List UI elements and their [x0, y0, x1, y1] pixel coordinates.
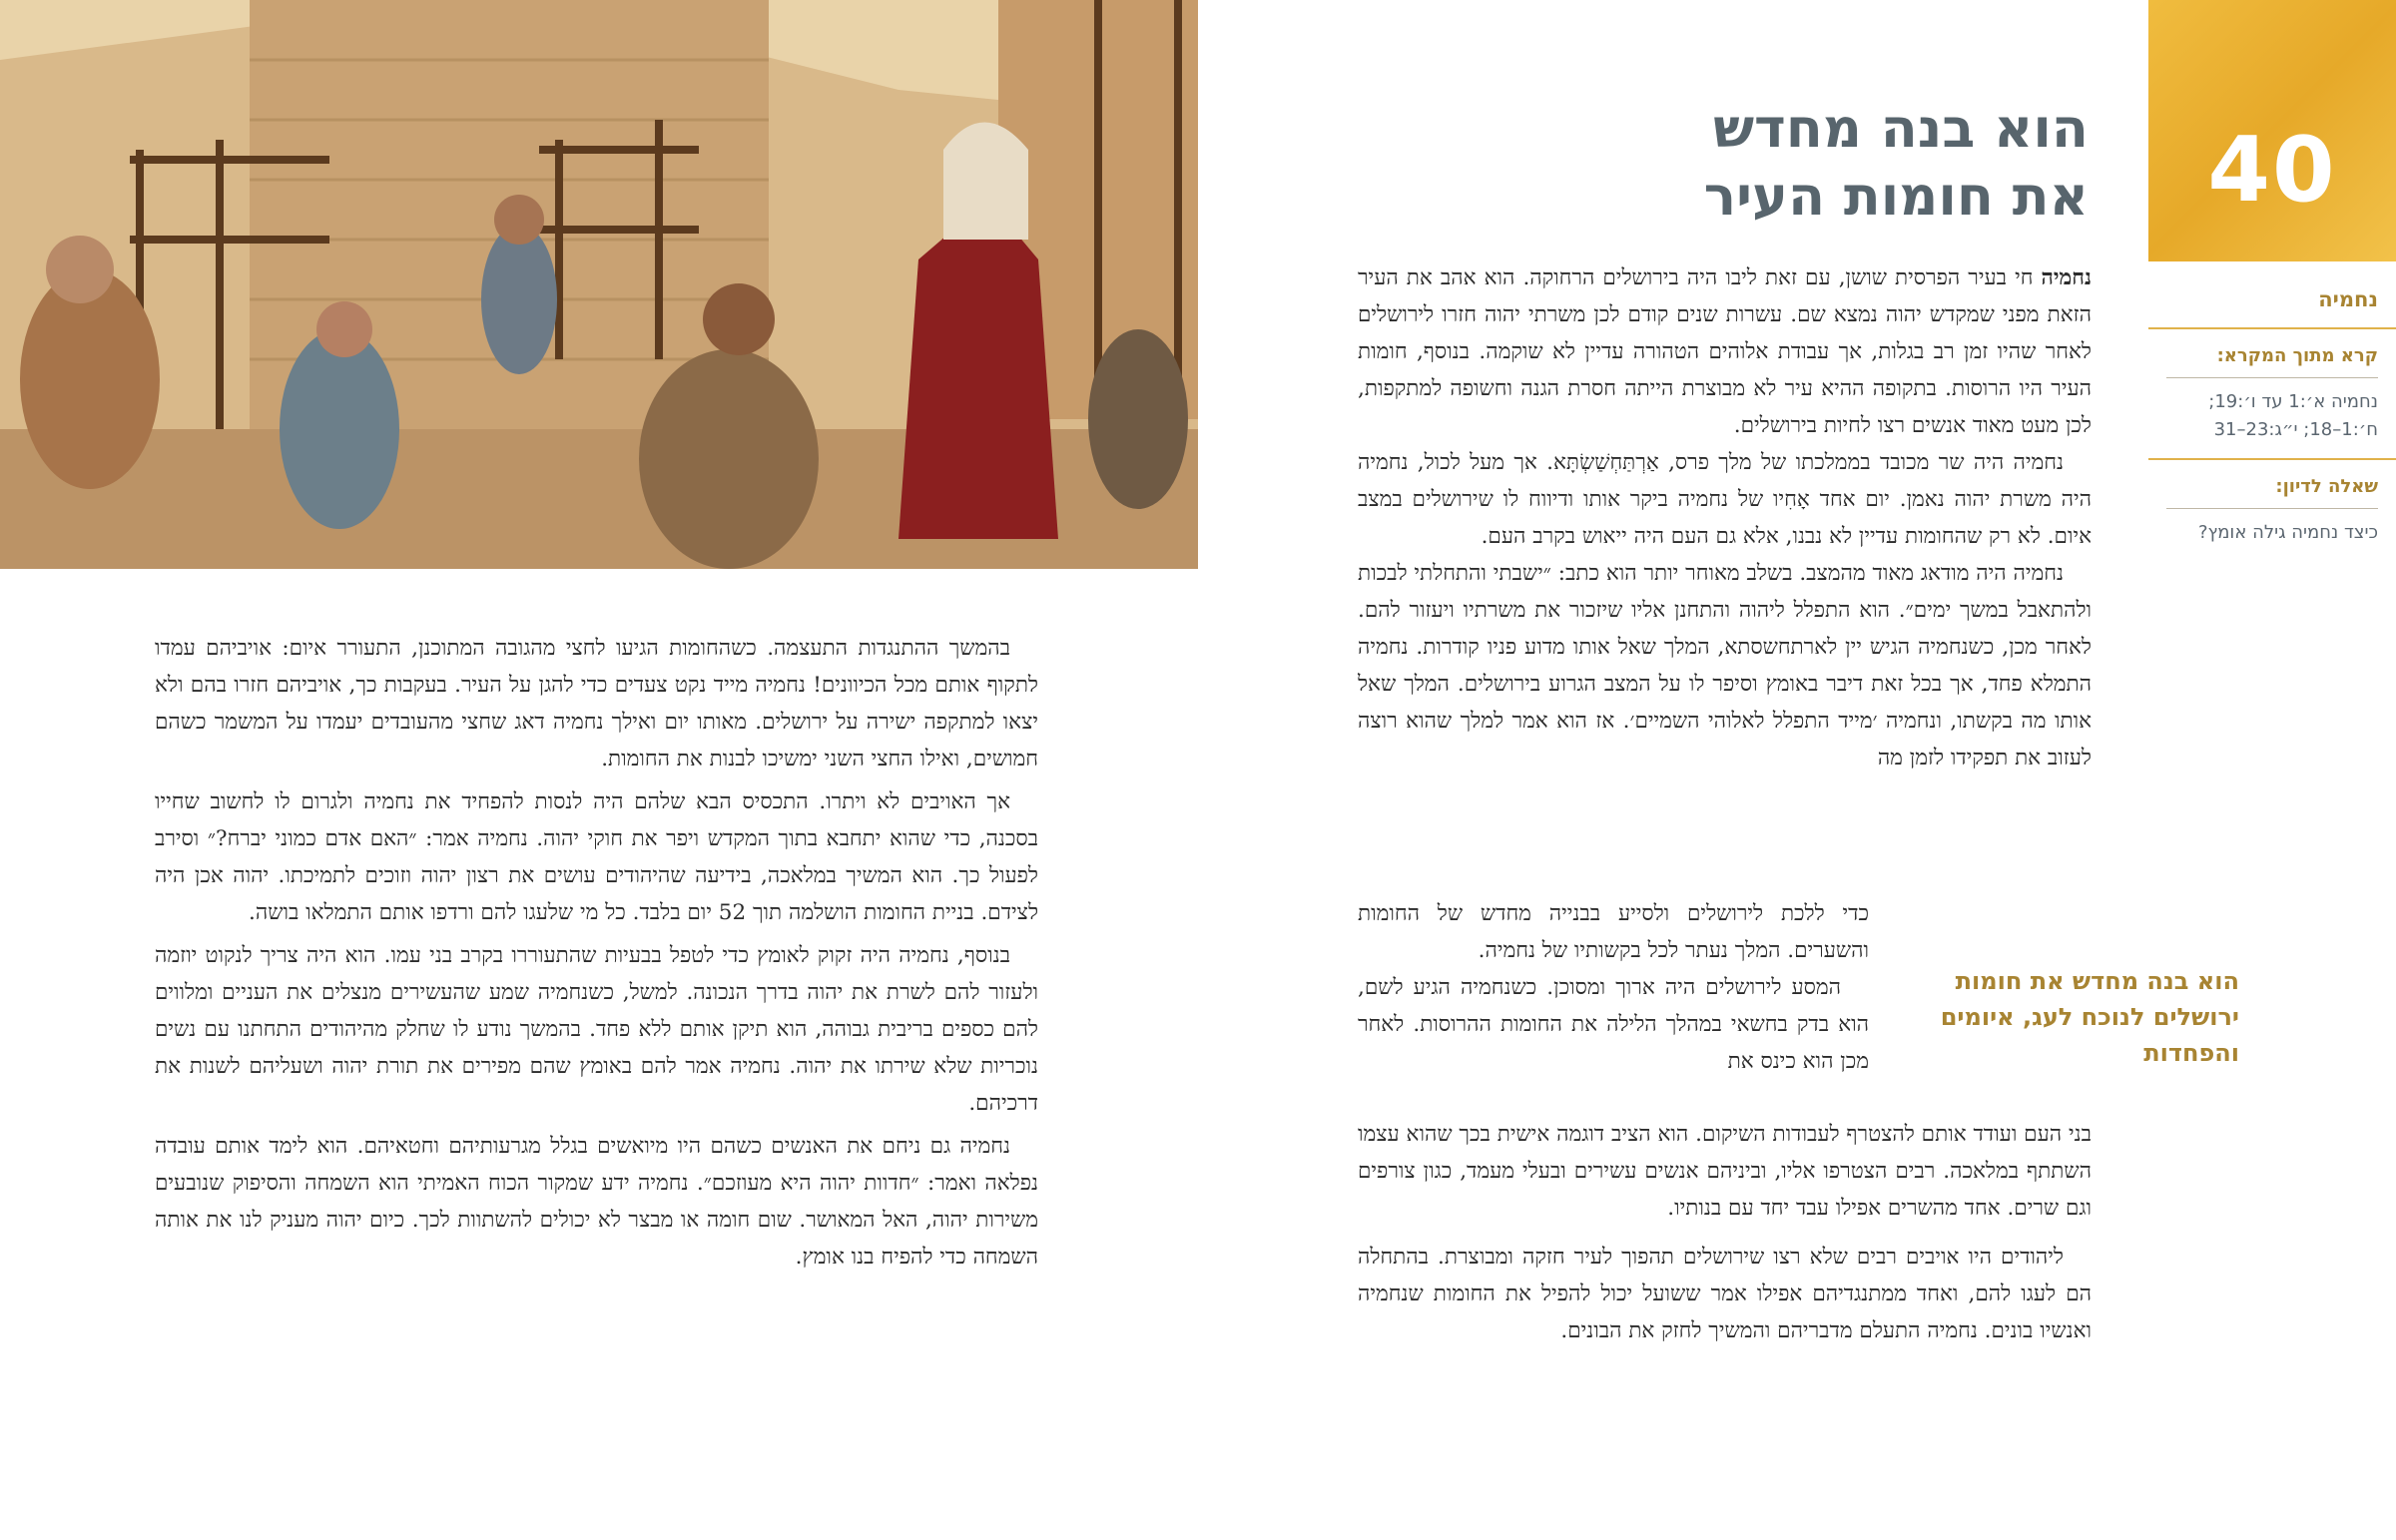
paragraph: אך האויבים לא ויתרו. התכסיס הבא שלהם היה לנסות להפחיד את נחמיה ולגרום לו לחשוב שחייו בסכנה, כדי שהוא יתחבא בתוך המקדש ויפר את חוקי יהוה. נחמיה אמר: ״האם אדם כמוני יברח?״ וסירב לפעול כך. הוא המשיך במלאכה, בידיעה שהיהודים עושים את רצון יהוה וזוכים לתמיכתו. יהוה אכן היה לצידם. בניית החומות הושלמה תוך 52 יום בלבד. כל מי שלעגו להם ורדפו אותם התמלאו בושה. — [155, 789, 1038, 925]
sidebar-thin-divider — [2166, 377, 2378, 378]
illustration-wall-builders — [0, 0, 1198, 569]
sidebar — [2148, 261, 2396, 547]
paragraph: בנוסף, נחמיה היה זקוק לאומץ כדי לטפל בבעיות שהתעוררו בקרב בני עמו. הוא היה צריך לנקוט יוזמה ולעזור להם לשרת את יהוה בדרך הנכונה. למשל, כשנחמיה שמע שהעשירים מנצלים את העניים ומלווים להם כספים בריבית גבוהה, הוא תיקן אותם ללא פחד. בהמשך נודע לו שחלק מהיהודים התחתנו עם נשים נוכריות שלא שירתו את יהוה. נחמיה אמר להם באומץ שהם מפירים את תורת יהוה ושעליהם לשנות את דרכיהם. — [155, 943, 1038, 1116]
left-column-text — [155, 630, 1038, 1276]
sidebar-read-label: קרא מתוך המקרא: — [2216, 345, 2378, 366]
pull-quote: הוא בנה מחדש את חומות ירושלים לנוכח לעג, איומים והפחדות — [1940, 967, 2239, 1067]
paragraph: נחמיה היה שר מכובד בממלכתו של מלך פרס, אַרְתַּחְשַׁשְׂתָּא. אך מעל לכול, נחמיה היה משרת יהוה נאמן. יום אחד אָחִיו של נחמיה ביקר אותו ודיווח לו שירושלים במצב איום. לא רק שהחומות עדיין לא נבנו, אלא גם העם היה ייאוש בקרב העם. — [1358, 450, 2092, 549]
paragraph: נחמיה היה מודאג מאוד מהמצב. בשלב מאוחר יותר הוא כתב: ״ישבתי והתחלתי לבכות ולהתאבל במשך ימים״. הוא התפלל ליהוה והתחנן אליו שיזכור את משרתיו ויעזור להם. לאחר מכן, כשנחמיה הגיש יין לארתחשסתא, המלך שאל אותו מדוע פניו קודרות. נחמיה התמלא פחד, אך בכל זאת דיבר באומץ וסיפר לו על המצב הגרוע בירושלים. המלך שאל אותו מה בקשתו, ונחמיה ׳מייד התפלל לאלוהי השמיים׳. אז הוא אמר למלך שהוא רוצה לעזוב את תפקידו לזמן מה — [1358, 561, 2092, 770]
paragraph: בני העם ועודד אותם להצטרף לעבודות השיקום. הוא הציב דוגמה אישית בכך שהוא עצמו השתתף במלאכה. רבים הצטרפו אליו, וביניהם אנשים עשירים ובעלי מעמד, כגון צורפים וגם שרים. אחד מהשרים אפילו עבד יחד עם בנותיו. — [1358, 1122, 2092, 1221]
right-column-continued — [1358, 1116, 2092, 1349]
sidebar-reading-refs: נחמיה א׳:1 עד ו׳:19; ח׳:1–18; י״ג:23–31 — [2208, 391, 2378, 440]
lead-name: נחמיה — [2041, 265, 2092, 290]
chapter-number: 40 — [2207, 118, 2337, 223]
paragraph: ליהודים היו אויבים רבים שלא רצו שירושלים תהפוך לעיר חזקה ומבוצרת. בהתחלה הם לעגו להם, ואחד ממתנגדיהם אפילו אמר ששועל יכול להפיל את החומות שנחמיה ואנשיו בונים. נחמיה התעלם מדבריהם והמשיך לחזק את הבונים. — [1358, 1245, 2092, 1343]
paragraph: נחמיה גם ניחם את האנשים כשהם היו מיואשים בגלל מגרעותיהם וחטאיהם. הוא לימד אותם עובדה נפלאה ואמר: ״חדוות יהוה היא מעוזכם״. נחמיה ידע שמקור הכוח האמיתי הוא השמחה והסיפוק שנובעים משירות יהוה, האל המאושר. שום חומה או מבצר לא יכולים להשתוות לכך. כיום יהוה מעניק לנו את אותה השמחה כדי להפיח בנו אומץ. — [155, 1134, 1038, 1270]
paragraph-text: חי בעיר הפרסית שושן, עם זאת ליבו היה בירושלים הרחוקה. הוא אהב את העיר הזאת מפני שמקדש יהוה נמצא שם. עשרות שנים קודם לכן משרתי יהוה חזרו לירושלים לאחר שהיו זמן רב בגלות, אך עבודת אלוהים הטהורה עדיין לא שוקמה. בנוסף, חומות העיר היו הרוסות. בתקופה ההיא עיר לא מבוצרת הייתה חסרת הגנה וחשופה למתקפות, לכן מעט מאוד אנשים רצו לחיות בירושלים. — [1358, 265, 2092, 438]
chapter-title-line1: הוא בנה מחדש — [1713, 97, 2089, 160]
paragraph: כדי ללכת לירושלים ולסייע בבנייה מחדש של החומות והשערים. המלך נעתר לכל בקשותיו של נחמיה. — [1358, 901, 1869, 963]
sidebar-thin-divider — [2166, 508, 2378, 509]
illustration-scene — [0, 0, 1198, 569]
sidebar-person-name: נחמיה — [2318, 287, 2378, 311]
right-column-text — [1358, 259, 2092, 776]
sidebar-divider — [2148, 327, 2396, 329]
paragraph: המסע לירושלים היה ארוך ומסוכן. כשנחמיה הגיע לשם, הוא בדק בחשאי במהלך הלילה את החומות ההרוסות. לאחר מכן הוא כינס את — [1358, 975, 1869, 1074]
sidebar-divider — [2148, 458, 2396, 460]
chapter-title-line2: את חומות העיר — [1703, 165, 2089, 228]
chapter-tab — [2148, 0, 2396, 261]
sidebar-question-label: שאלה לדיון: — [2275, 476, 2378, 497]
paragraph — [1358, 259, 2092, 444]
sidebar-question: כיצד נחמיה גילה אומץ? — [2197, 522, 2378, 543]
narrow-column-text — [1358, 895, 1869, 1080]
paragraph: בהמשך ההתנגדות התעצמה. כשהחומות הגיעו לחצי מהגובה המתוכנן, התעורר איום: אויביהם עמדו לתקוף אותם מכל הכיוונים! נחמיה מייד נקט צעדים כדי להגן על העיר. בעקבות כך, אויביהם חזרו בהם ולא יצאו למתקפה ישירה על ירושלים. מאותו יום ואילך נחמיה דאג שחצי מהעובדים יעמדו על המשמר כשהם חמושים, ואילו החצי השני ימשיכו לבנות את החומות. — [155, 636, 1038, 771]
